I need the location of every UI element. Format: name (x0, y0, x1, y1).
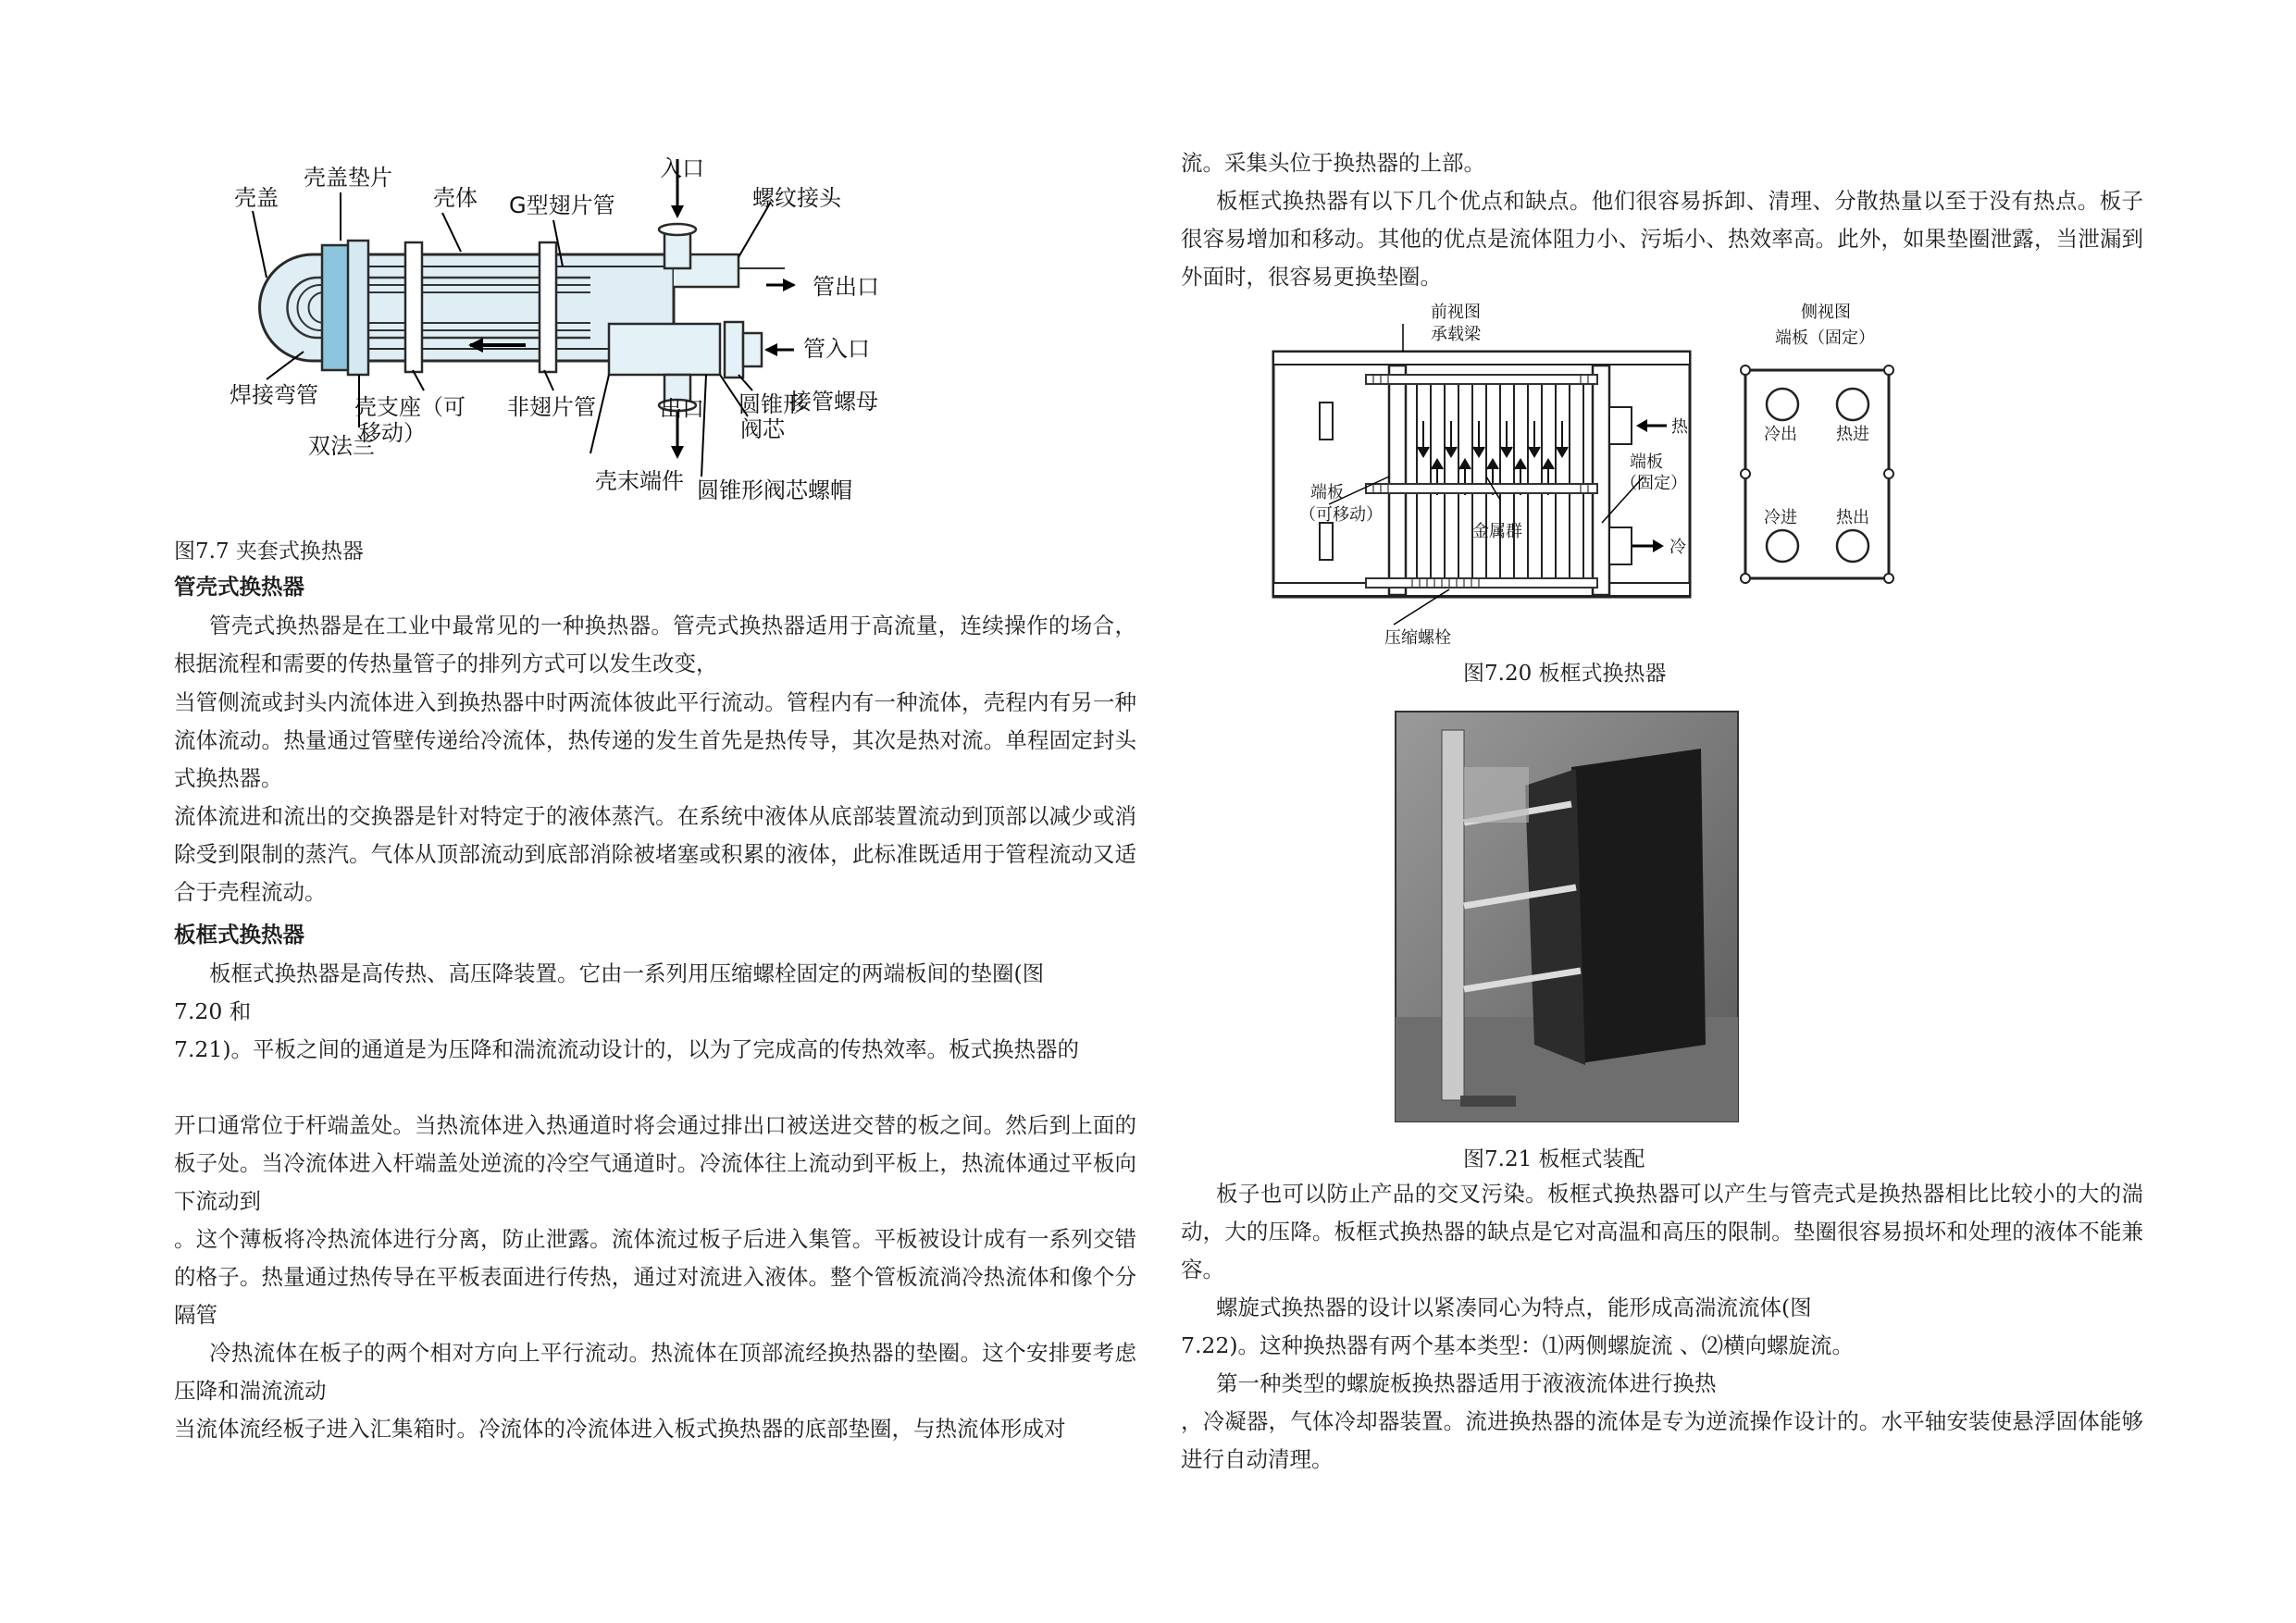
label-g-finned-tube: G型翅片管 (509, 192, 615, 218)
label-shell-end-piece: 壳末端件 (595, 468, 684, 494)
label-threaded-joint: 螺纹接头 (752, 185, 841, 211)
figure-7-7-diagram (174, 148, 914, 518)
label-tube-outlet: 管出口 (813, 274, 879, 300)
label-tube-inlet: 管入口 (803, 336, 870, 362)
label-cone-2: 阀芯 (740, 416, 785, 442)
label-end-plate-movable-2: （可移动） (1299, 505, 1383, 525)
label-shell-support: 壳支座（可 (354, 394, 465, 420)
label-side-view: 侧视图 (1801, 303, 1851, 322)
paragraph: ，冷凝器，气体冷却器装置。流进换热器的流体是专为逆流操作设计的。水平轴安装使悬浮固体能够进行自动清理。 (1181, 1408, 2143, 1472)
label-outlet: 出口 (660, 396, 704, 422)
label-nozzle-nut: 接管螺母 (789, 389, 878, 415)
label-end-plate-fixed-2: （固定） (1620, 474, 1687, 493)
paragraph: 当管侧流或封头内流体进入到换热器中时两流体彼此平行流动。管程内有一种流体，壳程内有另一种流体流动。热量通过管壁传递给冷流体，热传递的发生首先是热传导，其次是热对流。单程固定封头式换热器。 (174, 689, 1136, 791)
paragraph: 第一种类型的螺旋板换热器适用于液液流体进行换热 (1216, 1370, 1717, 1396)
label-hot: 热 (1671, 417, 1688, 437)
paragraph: 7.22)。这种换热器有两个基本类型：⑴两侧螺旋流 、⑵横向螺旋流。 (1181, 1332, 1854, 1358)
label-shell-support-2: 移动） (359, 420, 426, 446)
label-cone: 圆锥形 (738, 391, 805, 417)
figure-7-20-diagram (1264, 301, 2004, 652)
label-hot-out: 热出 (1836, 508, 1869, 527)
figure-7-21-caption: 图7.21 板框式装配 (1463, 1147, 1645, 1171)
paragraph: 7.21)。平板之间的通道是为压降和湍流流动设计的，以为了完成高的传热效率。板式换热器的 (174, 1036, 1079, 1062)
label-cold-in: 冷进 (1764, 508, 1797, 527)
label-cold: 冷 (1669, 538, 1686, 557)
figure-7-20-caption: 图7.20 板框式换热器 (1463, 662, 1667, 686)
paragraph: 开口通常位于杆端盖处。当热流体进入热通道时将会通过排出口被送进交替的板之间。然后到上面的板子处。当冷流体进入杆端盖处逆流的冷空气通道时。冷流体往上流动到平板上，热流体通过平板向下流动到 (174, 1112, 1136, 1214)
paragraph: 螺旋式换热器的设计以紧凑同心为特点，能形成高湍流流体(图 (1216, 1295, 1812, 1320)
paragraph: 板框式换热器有以下几个优点和缺点。他们很容易拆卸、清理、分散热量以至于没有热点。板子很容易增加和移动。其他的优点是流体阻力小、污垢小、热效率高。此外，如果垫圈泄露，当泄漏到外面时，很容易更换垫圈。 (1181, 188, 2143, 290)
label-end-plate-fixed: 端板 (1630, 452, 1663, 472)
paragraph: 板子也可以防止产品的交叉污染。板框式换热器可以产生与管壳式是换热器相比比较小的大的湍动，大的压降。板框式换热器的缺点是它对高温和高压的限制。垫圈很容易损坏和处理的液体不能兼容。 (1181, 1181, 2143, 1282)
paragraph: 管壳式换热器是在工业中最常见的一种换热器。管壳式换热器适用于高流量，连续操作的场合，根据流程和需要的传热量管子的排列方式可以发生改变， (174, 613, 1136, 676)
label-shell-cover-gasket: 壳盖垫片 (304, 165, 392, 191)
label-shell-cover: 壳盖 (234, 185, 279, 211)
label-hot-in: 热进 (1836, 425, 1869, 444)
heading-shell-tube: 管壳式换热器 (174, 574, 304, 600)
figure-7-7-caption: 图7.7 夹套式换热器 (174, 539, 364, 564)
heading-plate-frame: 板框式换热器 (174, 922, 304, 948)
label-double-flange: 双法兰 (308, 433, 375, 459)
label-carrier-beam: 承载梁 (1431, 325, 1481, 344)
paragraph: 板框式换热器是高传热、高压降装置。它由一系列用压缩螺栓固定的两端板间的垫圈(图 (209, 960, 1045, 986)
paragraph: 流。采集头位于换热器的上部。 (1181, 150, 1485, 176)
figure-7-21-photo (1396, 712, 1738, 1121)
paragraph: 冷热流体在板子的两个相对方向上平行流动。热流体在顶部流经换热器的垫圈。这个安排要考虑压降和湍流流动 (174, 1340, 1136, 1404)
label-metal-group: 金属群 (1472, 522, 1522, 541)
label-end-plate-movable: 端板 (1310, 483, 1344, 502)
label-shell-body: 壳体 (433, 185, 478, 211)
label-inlet: 入口 (660, 155, 704, 181)
label-welded-bend: 焊接弯管 (230, 382, 318, 408)
label-cone-cap: 圆锥形阀芯螺帽 (697, 477, 852, 503)
label-front-view: 前视图 (1431, 303, 1481, 322)
label-cold-out: 冷出 (1764, 425, 1797, 444)
label-end-plate-fixed-top: 端板（固定） (1775, 328, 1875, 348)
paragraph: 流体流进和流出的交换器是针对特定于的液体蒸汽。在系统中液体从底部装置流动到顶部以减少或消除受到限制的蒸汽。气体从顶部流动到底部消除被堵塞或积累的液体，此标准既适用于管程流动又适合于壳程流动。 (174, 803, 1136, 905)
label-compression-bolt: 压缩螺栓 (1384, 628, 1451, 648)
paragraph: 当流体流经板子进入汇集箱时。冷流体的冷流体进入板式换热器的底部垫圈，与热流体形成对 (174, 1416, 1066, 1442)
label-non-finned-tube: 非翅片管 (507, 394, 596, 420)
paragraph: 7.20 和 (174, 998, 252, 1024)
paragraph: 。这个薄板将冷热流体进行分离，防止泄露。流体流过板子后进入集管。平板被设计成有一系列交错的格子。热量通过热传导在平板表面进行传热，通过对流进入液体。整个管板流淌冷热流体和像个分隔管 (174, 1226, 1136, 1328)
